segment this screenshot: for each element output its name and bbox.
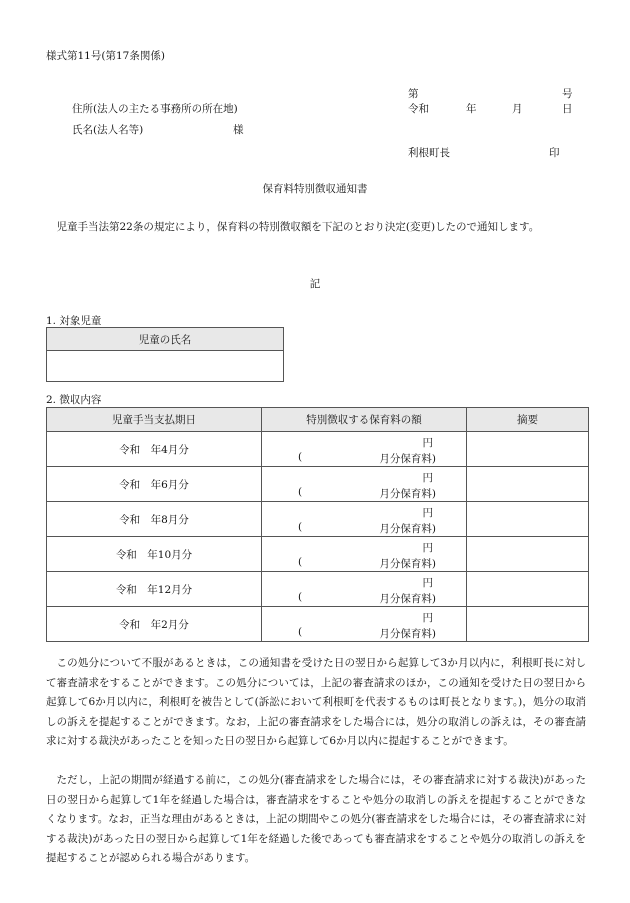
notice-paragraph-2: ただし，上記の期間が経過する前に，この処分(審査請求をした場合には，その審査請求に対する裁決)があった日の翌日から起算して1年を経過した場合は，審査請求をすることや処分の取消しの訴えを提起することができなくなります。なお，正当な理由があるときは，上記の期間やこの処分(審査請求をした場合には，その審査請求に対する裁決)があった日の翌日から起算して1年を経過した後であっても審査請求をすることや処分の取消しの訴えを提起することが認められる場合があります。 [46,774,586,864]
document-title: 保育料特別徴収通知書 [262,183,368,195]
period-cell: 令和 年6月分 [47,467,262,502]
collection-table [46,407,589,642]
yen-label: 円 [422,612,433,624]
section2-heading: 2. 徴収内容 [46,394,102,406]
note-cell [467,572,589,607]
section1-heading: 1. 対象児童 [46,315,102,327]
child-table [46,327,284,382]
period-cell: 令和 年2月分 [47,607,262,642]
note-cell [467,467,589,502]
note-cell [467,502,589,537]
paren-open: ( [298,486,303,498]
period-cell: 令和 年8月分 [47,502,262,537]
table-row [47,572,589,607]
table-row [47,537,589,572]
ki-heading: 記 [309,278,321,290]
yen-label: 円 [422,542,433,554]
issuer: 利根町長 [408,147,450,159]
date-day: 日 [562,103,573,115]
table-row [47,607,589,642]
period-cell: 令和 年12月分 [47,572,262,607]
amount-cell [262,607,467,642]
amount-cell [262,502,467,537]
month-fee-label: 月分保育料) [379,488,436,500]
month-fee-label: 月分保育料) [379,593,436,605]
name-label: 氏名(法人名等) [72,124,144,136]
seal-mark: 印 [549,147,560,159]
honorific: 様 [233,124,244,136]
month-fee-label: 月分保育料) [379,558,436,570]
child-name-cell [47,351,284,382]
header-amount: 特別徴収する保育料の額 [262,408,467,432]
yen-label: 円 [422,437,433,449]
note-cell [467,537,589,572]
amount-cell [262,432,467,467]
yen-label: 円 [422,472,433,484]
period-cell: 令和 年4月分 [47,432,262,467]
yen-label: 円 [422,577,433,589]
date-era: 令和 [408,103,429,115]
form-number: 様式第11号(第17条関係) [46,50,165,62]
amount-cell [262,572,467,607]
yen-label: 円 [422,507,433,519]
amount-cell [262,537,467,572]
month-fee-label: 月分保育料) [379,628,436,640]
month-fee-label: 月分保育料) [379,523,436,535]
notice-paragraph-1: この処分について不服があるときは，この通知書を受けた日の翌日から起算して3か月以内に，利根町長に対して審査請求をすることができます。この処分については，上記の審査請求のほか，この通知を受けた日の翌日から起算して6か月以内に，利根町を被告として(訴訟において利根町を代表するものは町長となります。)，処分の取消しの訴えを提起することができます。なお，上記の審査請求をした場合には，処分の取消しの訴えは，その審査請求に対する裁決があったことを知った日の翌日から起算して6か月以内に提起することができます。 [46,657,586,747]
paren-open: ( [298,591,303,603]
note-cell [467,432,589,467]
header-payment-date: 児童手当支払期日 [47,408,262,432]
table-row [47,467,589,502]
period-cell: 令和 年10月分 [47,537,262,572]
month-fee-label: 月分保育料) [379,453,436,465]
table-row [47,432,589,467]
date-month: 月 [512,103,523,115]
note-cell [467,607,589,642]
table-row [47,502,589,537]
amount-cell [262,467,467,502]
address-label: 住所(法人の主たる事務所の所在地) [72,103,238,115]
intro-paragraph: 児童手当法第22条の規定により，保育料の特別徴収額を下記のとおり決定(変更)したので通知します。 [56,221,540,233]
number-suffix: 号 [562,88,573,100]
paren-open: ( [298,451,303,463]
paren-open: ( [298,556,303,568]
paren-open: ( [298,626,303,638]
date-year: 年 [466,103,477,115]
paren-open: ( [298,521,303,533]
header-note: 摘要 [467,408,589,432]
number-label: 第 [408,88,419,100]
child-name-header: 児童の氏名 [47,328,284,351]
